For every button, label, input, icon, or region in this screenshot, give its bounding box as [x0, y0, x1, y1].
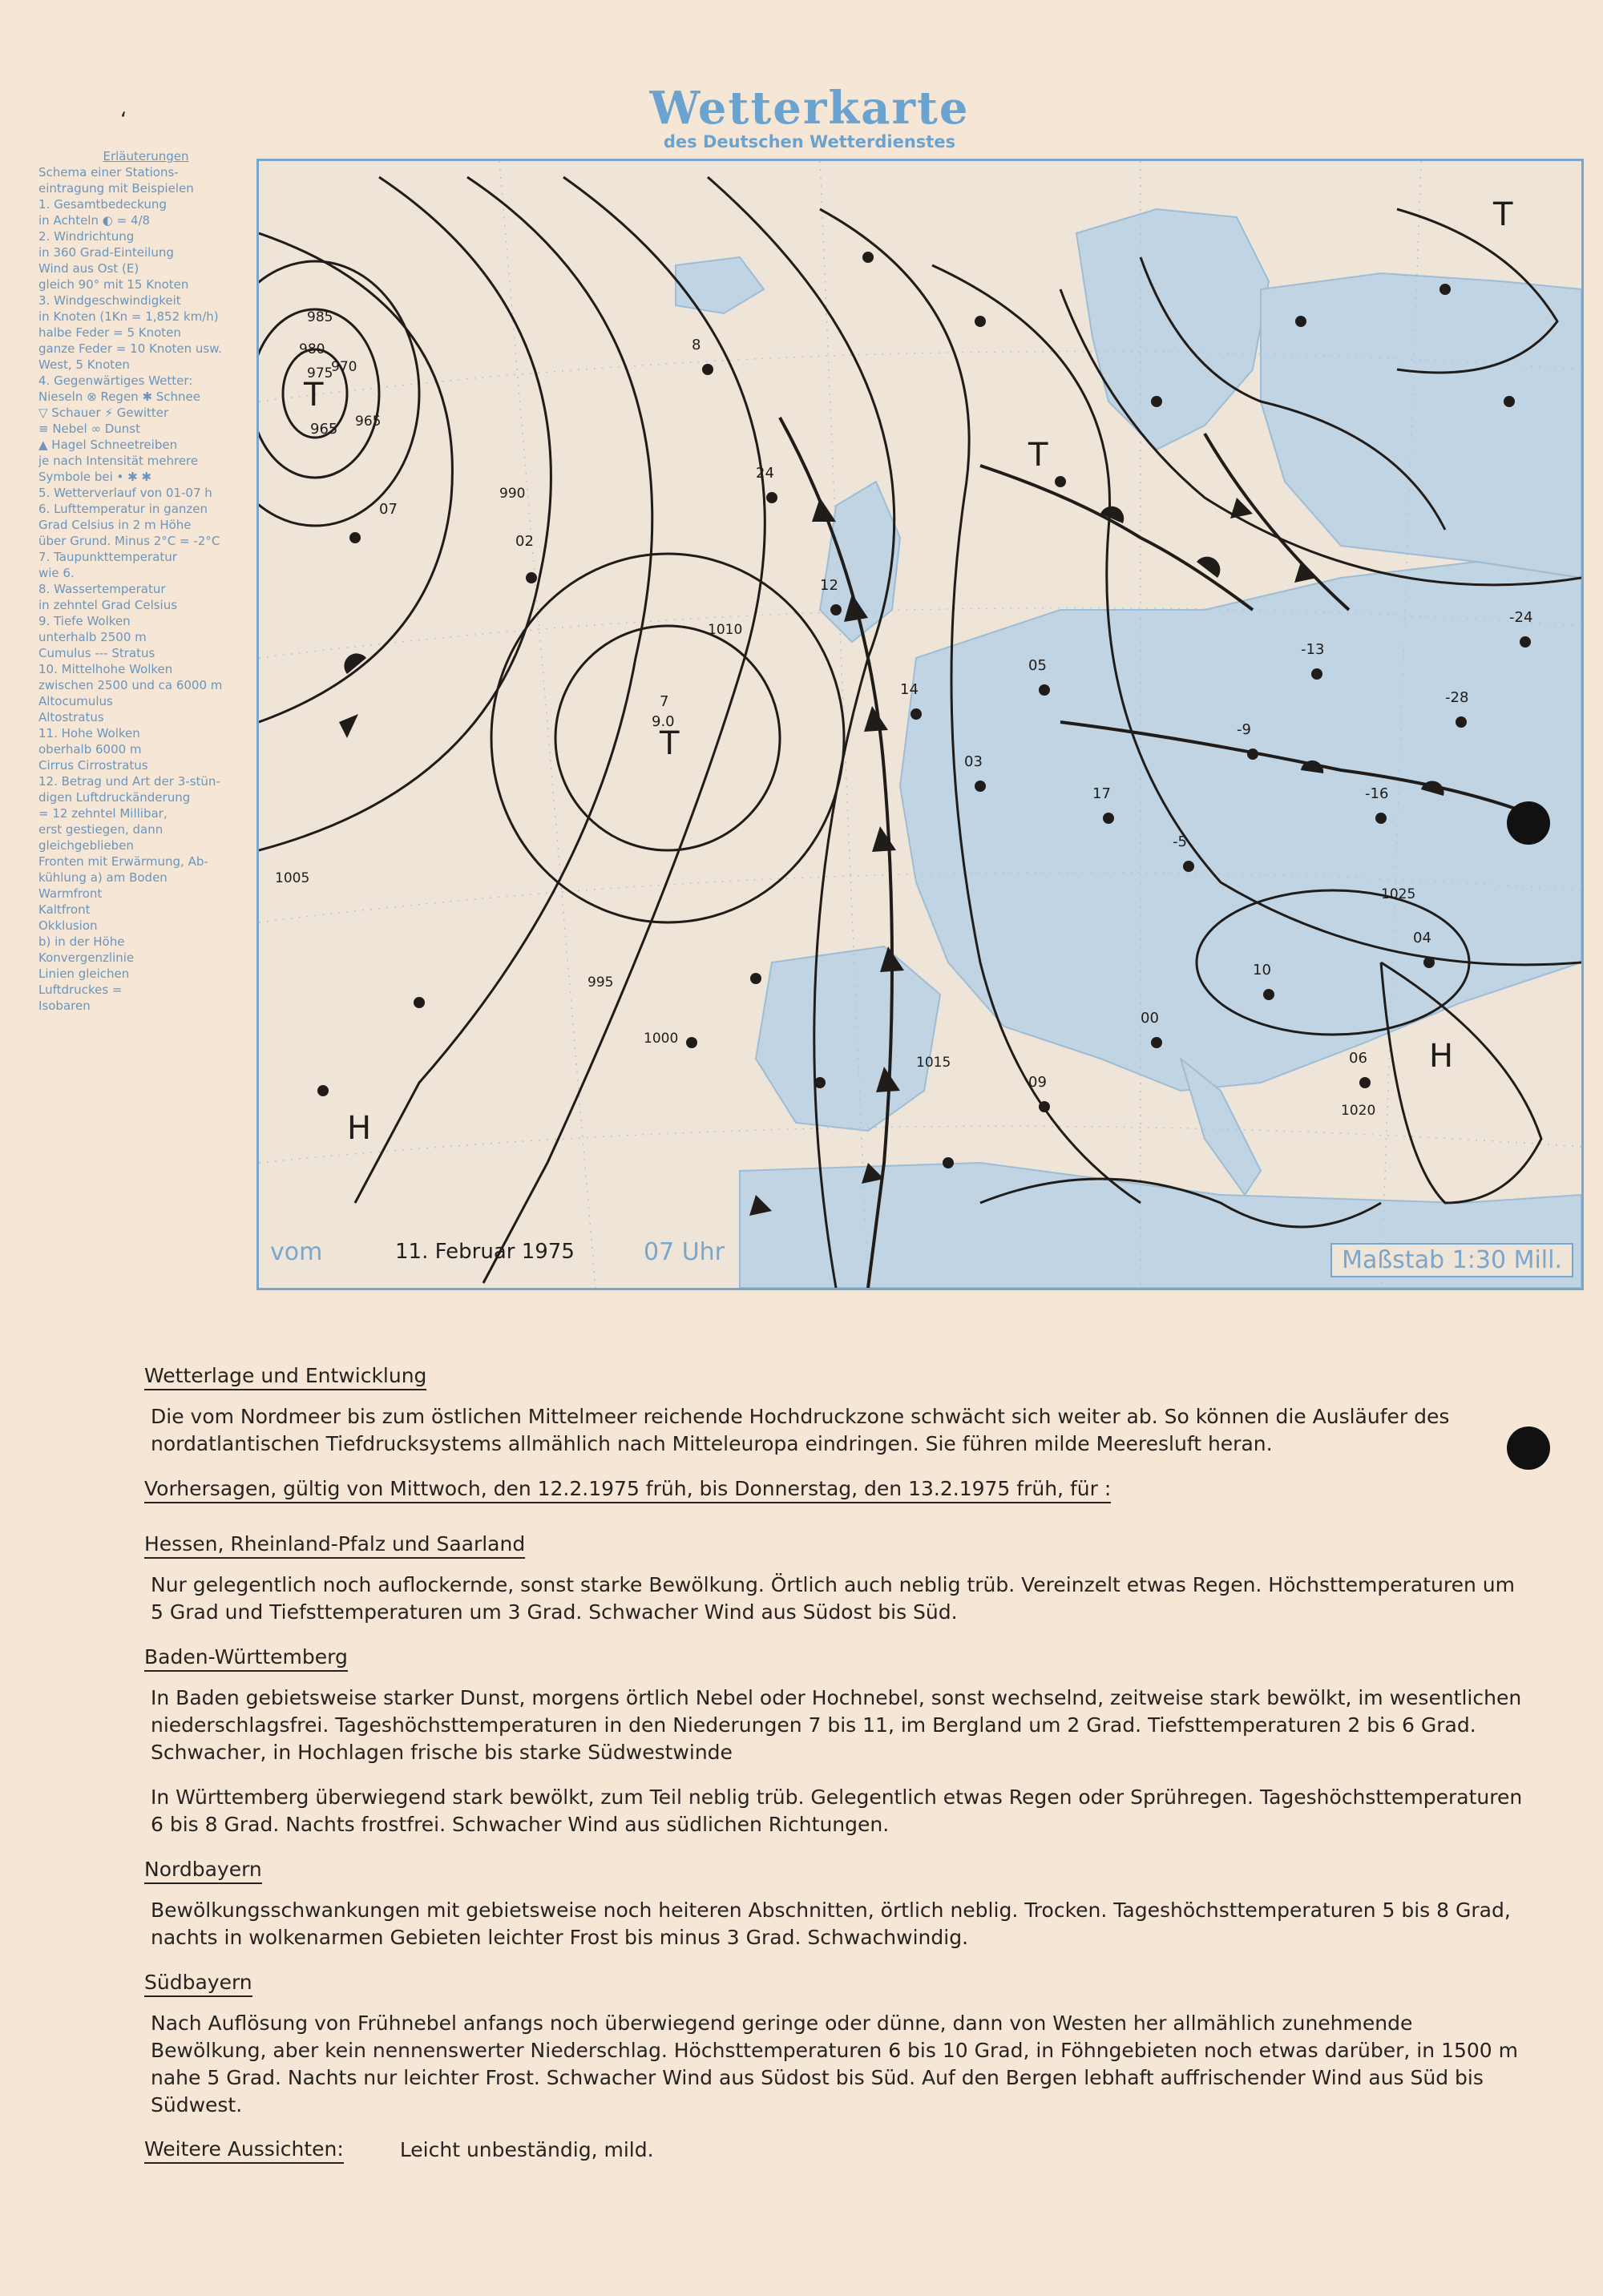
- legend-line: in Achteln ◐ = 4/8: [38, 213, 151, 228]
- isobar-label: 995: [587, 974, 614, 991]
- legend-line: Fronten mit Erwärmung, Ab-: [38, 854, 208, 869]
- legend-line: 8. Wassertemperatur: [38, 582, 166, 596]
- legend-line: 9. Tiefe Wolken: [38, 614, 131, 628]
- legend-line: in Knoten (1Kn = 1,852 km/h): [38, 309, 219, 324]
- continent-land: [900, 562, 1581, 1091]
- bw-body-baden: In Baden gebietsweise starker Dunst, morgens örtlich Nebel oder Hochnebel, sonst wechselnd, zeitweise stark bewölkt, im wesentlichen niederschlagsfrei. Tageshöchsttemperaturen in den Niederungen 7 bis 11, im Bergland um 2 Grad. Tiefsttemperaturen 2 bis 6 Grad. Schwacher, in Hochlagen frische bis starke Südwestwinde: [151, 1686, 1522, 1764]
- station-value: 8: [692, 337, 701, 353]
- section-nordbayern: [144, 1856, 1523, 1951]
- legend-line: 10. Mittelhohe Wolken: [38, 662, 173, 676]
- section-suedbayern: [144, 1969, 1523, 2119]
- legend-line: erst gestiegen, dann: [38, 822, 164, 837]
- map-date: 11. Februar 1975: [395, 1240, 575, 1264]
- legend-line: 4. Gegenwärtiges Wetter:: [38, 373, 193, 388]
- legend-line: gleichgeblieben: [38, 838, 134, 853]
- high-center-label: H: [1429, 1038, 1454, 1075]
- station-value: -16: [1365, 785, 1389, 802]
- isobar-label: 1020: [1341, 1103, 1376, 1119]
- legend-line: 6. Lufttemperatur in ganzen: [38, 502, 208, 516]
- pencil-mark: ʻ: [120, 108, 127, 132]
- map-canvas: [259, 161, 1581, 1288]
- legend-line: wie 6.: [38, 566, 75, 580]
- legend-line: zwischen 2500 und ca 6000 m: [38, 678, 223, 692]
- station-value: -9: [1237, 721, 1251, 738]
- legend-line: Schema einer Stations-: [38, 165, 179, 180]
- hessen-heading: Hessen, Rheinland-Pfalz und Saarland: [144, 1531, 525, 1559]
- section-hessen: [144, 1531, 1523, 1626]
- station-value: -28: [1445, 689, 1469, 706]
- station-value: 09: [1028, 1074, 1047, 1091]
- low-center-label: T: [660, 725, 680, 762]
- legend-line: ▲ Hagel Schneetreiben: [38, 438, 178, 452]
- nb-heading: Nordbayern: [144, 1857, 262, 1884]
- legend-line: West, 5 Knoten: [38, 357, 130, 372]
- map-footer-vom: vom: [270, 1238, 323, 1266]
- station-value: 14: [900, 681, 919, 698]
- legend-line: Isobaren: [38, 999, 91, 1013]
- legend-line: Nieseln ⊗ Regen ✱ Schnee: [38, 389, 201, 404]
- legend-line: 7. Taupunkttemperatur: [38, 550, 177, 564]
- high-center-label: H: [347, 1110, 372, 1147]
- station-value: 00: [1141, 1010, 1159, 1027]
- map-footer: [259, 1214, 1581, 1288]
- legend-line: Cumulus --- Stratus: [38, 646, 155, 660]
- legend-line: ≡ Nebel ∞ Dunst: [38, 422, 140, 436]
- legend-line: Wind aus Ost (E): [38, 261, 139, 276]
- isobar-label: 1015: [916, 1055, 951, 1071]
- scandinavia-land: [1076, 209, 1269, 450]
- isobar-label: 1025: [1381, 886, 1416, 902]
- wetterlage-body: Die vom Nordmeer bis zum östlichen Mittelmeer reichende Hochdruckzone schwächt sich weiter ab. So können die Ausläufer des nordatlantischen Tiefdrucksystems allmählich nach Mitteleuropa eindringen. Sie führen milde Meeresluft heran.: [151, 1405, 1450, 1455]
- vorhersage-heading: Vorhersagen, gültig von Mittwoch, den 12.2.1975 früh, bis Donnerstag, den 13.2.1975 früh, für :: [144, 1476, 1111, 1503]
- station-value: 02: [515, 533, 534, 550]
- legend-line: Linien gleichen: [38, 966, 130, 981]
- legend-line: Symbole bei • ✱ ✱: [38, 470, 152, 484]
- legend-line: digen Luftdruckänderung: [38, 790, 191, 805]
- synoptic-map: [256, 159, 1584, 1290]
- low-center-label: T: [1493, 196, 1513, 233]
- page-title: Wetterkarte: [649, 82, 970, 135]
- map-scale: Maßstab 1:30 Mill.: [1330, 1243, 1573, 1277]
- bw-heading: Baden-Württemberg: [144, 1644, 348, 1672]
- legend-line: 2. Windrichtung: [38, 229, 135, 244]
- isobar-label: 970: [331, 359, 357, 375]
- map-time: 07 Uhr: [644, 1238, 725, 1266]
- outlook-heading: Weitere Aussichten:: [144, 2137, 344, 2164]
- iceland-land: [676, 257, 764, 313]
- legend-line: gleich 90° mit 15 Knoten: [38, 277, 189, 292]
- legend-line: Luftdruckes =: [38, 983, 123, 997]
- legend-line: eintragung mit Beispielen: [38, 181, 194, 196]
- legend-line: Altocumulus: [38, 694, 113, 708]
- legend-line: 11. Hohe Wolken: [38, 726, 140, 740]
- isobar-label: 965: [355, 414, 382, 430]
- low-center-value: 965: [310, 421, 338, 438]
- isobar-label: 1005: [275, 870, 310, 886]
- occlusion-front: [980, 466, 1253, 610]
- bw-body-wuerttemberg: In Württemberg überwiegend stark bewölkt, zum Teil neblig trüb. Gelegentlich etwas Regen oder Sprühregen. Tageshöchsttemperaturen 6 bis 8 Grad. Nachts frostfrei. Schwacher Wind aus südlichen Richtungen.: [151, 1786, 1523, 1836]
- iberia-land: [756, 946, 940, 1131]
- legend-line: je nach Intensität mehrere: [38, 454, 199, 468]
- sb-body: Nach Auflösung von Frühnebel anfangs noch überwiegend geringe oder dünne, dann von Westen her allmählich zunehmende Bewölkung, aber kein nennenswerter Niederschlag. Höchsttemperaturen 6 bis 10 Grad, in Föhngebieten noch etwas darüber, in 1500 m nahe 5 Grad. Nachts nur leichter Frost. Schwacher Wind aus Südost bis Süd. Auf den Bergen lebhaft auffrischender Wind aus Süd bis Südwest.: [151, 2012, 1518, 2116]
- legend-line: in 360 Grad-Einteilung: [38, 245, 174, 260]
- legend-line: kühlung a) am Boden: [38, 870, 168, 885]
- station-value: 03: [964, 753, 983, 770]
- isobar-label: 985: [307, 309, 333, 325]
- outlook-body: Leicht unbeständig, mild.: [399, 2138, 654, 2161]
- forecast-text: [144, 1362, 1523, 2177]
- hessen-body: Nur gelegentlich noch auflockernde, sonst starke Bewölkung. Örtlich auch neblig trüb. Vereinzelt etwas Regen. Höchsttemperaturen um 5 Grad und Tiefsttemperaturen um 3 Grad. Schwacher Wind aus Südost bis Süd.: [151, 1573, 1515, 1624]
- station-value: -24: [1509, 609, 1533, 626]
- legend-line: Konvergenzlinie: [38, 950, 135, 965]
- station-value: 06: [1349, 1050, 1367, 1067]
- sheet-header: [561, 84, 1058, 151]
- station-value: 07: [379, 501, 398, 518]
- isobar-label: 990: [499, 486, 526, 502]
- station-value: 17: [1092, 785, 1111, 802]
- legend-line: Kaltfront: [38, 902, 91, 917]
- station-value: 10: [1253, 962, 1271, 979]
- section-outlook: [144, 2137, 1523, 2177]
- sb-heading: Südbayern: [144, 1970, 252, 1997]
- isobar-label: 1010: [708, 622, 743, 638]
- legend-line: Altostratus: [38, 710, 104, 724]
- wetterlage-heading: Wetterlage und Entwicklung: [144, 1363, 426, 1390]
- russia-land: [1261, 273, 1581, 578]
- station-value: 9.0: [652, 713, 675, 730]
- page-subtitle: des Deutschen Wetterdienstes: [663, 132, 956, 151]
- legend-line: Grad Celsius in 2 m Höhe: [38, 518, 192, 532]
- isobar-label: 1000: [644, 1031, 679, 1047]
- legend-line: 12. Betrag und Art der 3-stün-: [38, 774, 220, 789]
- legend-line: ganze Feder = 10 Knoten usw.: [38, 341, 222, 356]
- section-wetterlage: [144, 1362, 1523, 1458]
- station-value: 05: [1028, 657, 1047, 674]
- legend-line: = 12 zehntel Millibar,: [38, 806, 168, 821]
- station-value: 24: [756, 465, 774, 482]
- station-value: 04: [1413, 930, 1431, 946]
- legend-line: b) in der Höhe: [38, 934, 125, 949]
- legend-line: 5. Wetterverlauf von 01-07 h: [38, 486, 212, 500]
- legend-line: ▽ Schauer ⚡ Gewitter: [38, 406, 169, 420]
- legend-line: 3. Windgeschwindigkeit: [38, 293, 181, 308]
- legend-line: unterhalb 2500 m: [38, 630, 147, 644]
- legend-heading: Erläuterungen: [103, 149, 189, 163]
- section-baden-wuerttemberg: [144, 1644, 1523, 1838]
- legend-panel: [38, 148, 253, 1014]
- legend-line: über Grund. Minus 2°C = -2°C: [38, 534, 220, 548]
- station-value: 12: [820, 577, 838, 594]
- legend-line: in zehntel Grad Celsius: [38, 598, 178, 612]
- nb-body: Bewölkungsschwankungen mit gebietsweise noch heiteren Abschnitten, örtlich neblig. Trocken. Tageshöchsttemperaturen 5 bis 8 Grad, nachts in wolkenarmen Gebieten leichter Frost bis minus 3 Grad. Schwachwindig.: [151, 1899, 1511, 1949]
- legend-line: halbe Feder = 5 Knoten: [38, 325, 181, 340]
- station-value: -13: [1301, 641, 1325, 658]
- station-value: -5: [1173, 833, 1187, 850]
- legend-line: Okklusion: [38, 918, 98, 933]
- section-vorhersage: [144, 1475, 1523, 1516]
- land-shading: [676, 209, 1581, 1288]
- low-center-label: T: [1028, 437, 1048, 474]
- station-value: 7: [660, 693, 669, 710]
- punch-hole: [1507, 801, 1550, 845]
- isobar-label: 975: [307, 365, 333, 381]
- legend-lines: [38, 164, 253, 1014]
- low-center-label: T: [304, 377, 324, 414]
- legend-line: Cirrus Cirrostratus: [38, 758, 148, 773]
- isobar-label: 980: [299, 341, 325, 357]
- legend-line: Warmfront: [38, 886, 103, 901]
- legend-line: oberhalb 6000 m: [38, 742, 142, 757]
- legend-line: 1. Gesamtbedeckung: [38, 197, 167, 212]
